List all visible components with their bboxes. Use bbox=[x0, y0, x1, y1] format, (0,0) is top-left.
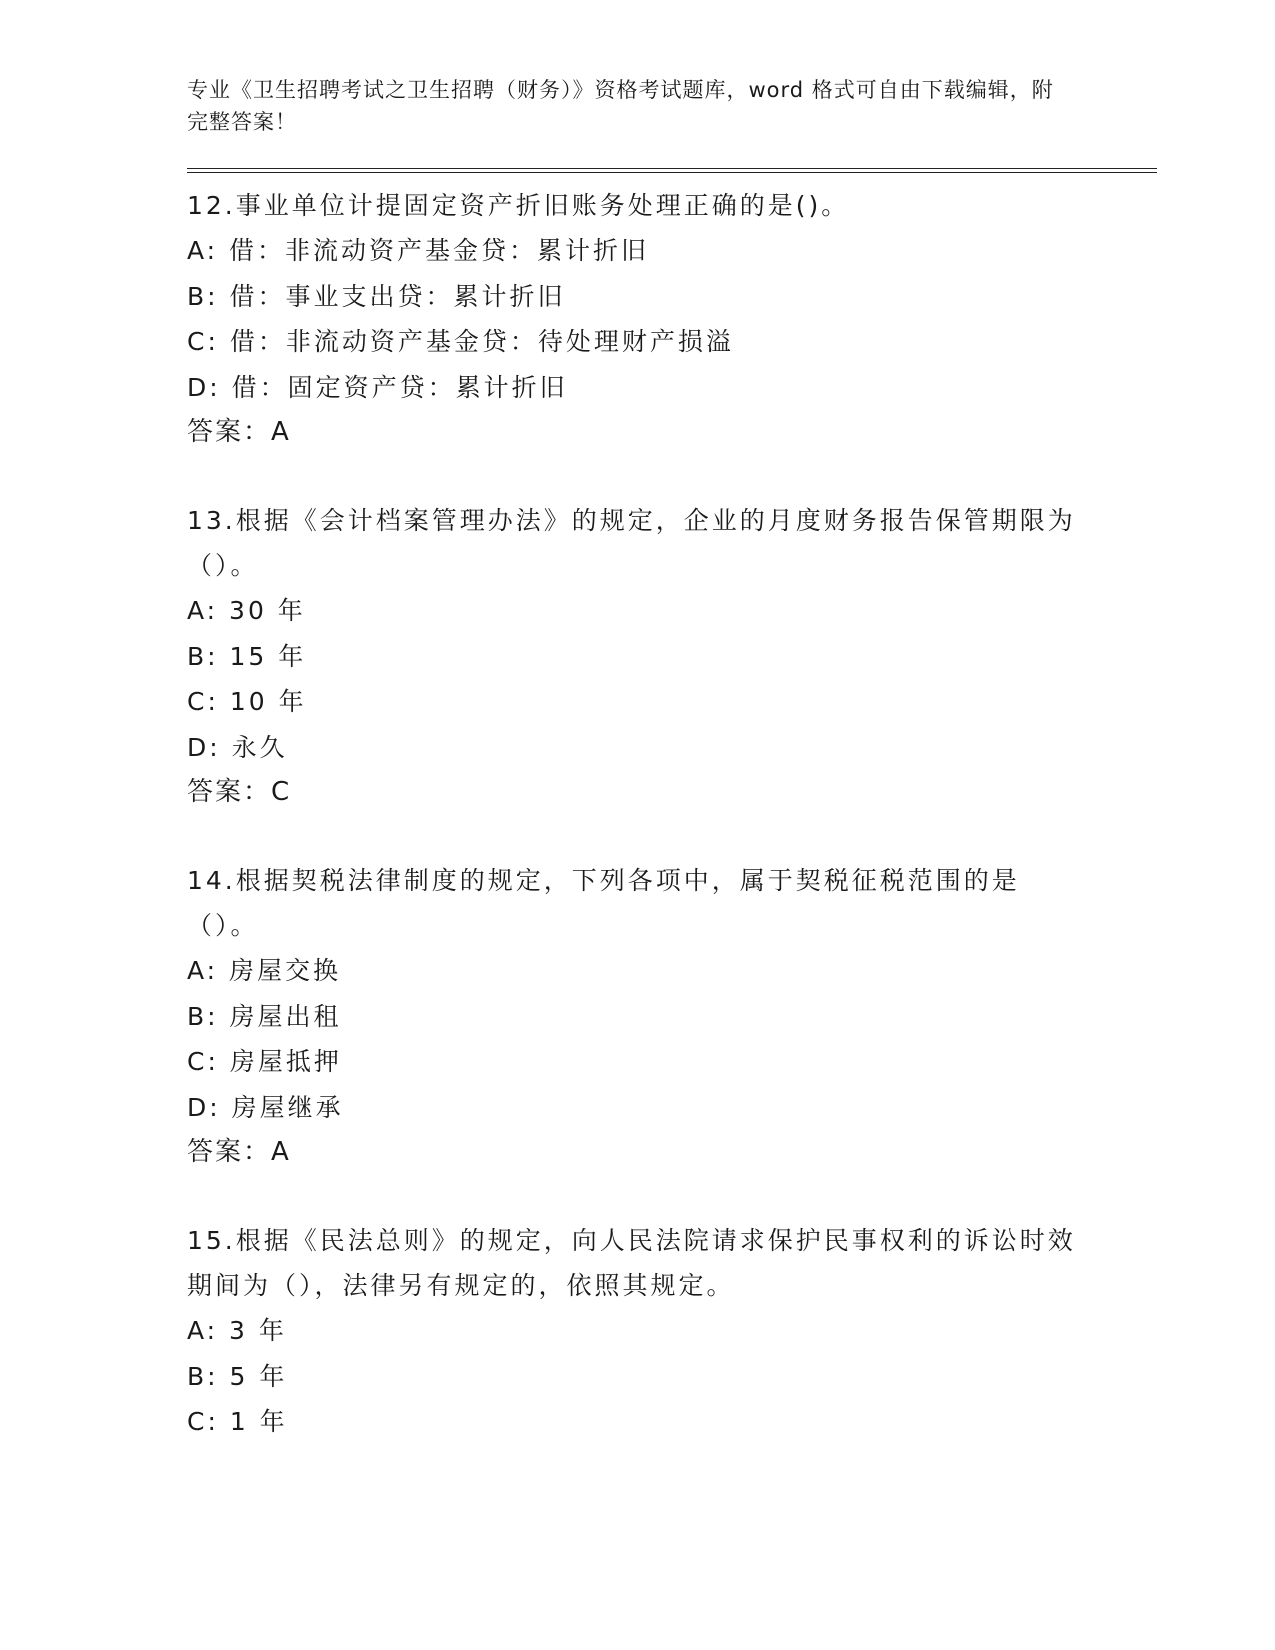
answer: 答案：A bbox=[187, 1137, 291, 1167]
option-c: C: 10 年 bbox=[187, 687, 307, 716]
question-15 bbox=[187, 1218, 1107, 1445]
header-divider bbox=[187, 168, 1157, 173]
option-a: A: 房屋交换 bbox=[187, 956, 342, 985]
option-b: B: 15 年 bbox=[187, 641, 307, 671]
option-a: A: 30 年 bbox=[187, 596, 306, 625]
option-b: B: 5 年 bbox=[187, 1361, 288, 1391]
option-c: C: 1 年 bbox=[187, 1407, 288, 1436]
option-a: A: 3 年 bbox=[187, 1316, 287, 1345]
question-14 bbox=[187, 858, 1107, 1175]
question-stem: 13.根据《会计档案管理办法》的规定，企业的月度财务报告保管期限为（）。 bbox=[187, 506, 1076, 580]
option-b: B: 借：事业支出贷：累计折旧 bbox=[187, 281, 566, 311]
option-d: D: 永久 bbox=[187, 732, 288, 762]
option-d: D: 房屋继承 bbox=[187, 1092, 344, 1122]
question-stem: 15.根据《民法总则》的规定，向人民法院请求保护民事权利的诉讼时效期间为（），法律另有规定的，依照其规定。 bbox=[187, 1226, 1076, 1300]
divider-line bbox=[187, 172, 1157, 173]
answer: 答案：C bbox=[187, 777, 292, 807]
document-header: 专业《卫生招聘考试之卫生招聘（财务）》资格考试题库，word 格式可自由下载编辑，附完整答案！ bbox=[187, 78, 1054, 134]
document-page bbox=[187, 74, 1107, 1445]
question-12 bbox=[187, 183, 1107, 455]
option-d: D: 借：固定资产贷：累计折旧 bbox=[187, 372, 568, 402]
option-b: B: 房屋出租 bbox=[187, 1001, 342, 1031]
option-c: C: 房屋抵押 bbox=[187, 1047, 342, 1076]
question-13 bbox=[187, 498, 1107, 815]
question-stem: 12.事业单位计提固定资产折旧账务处理正确的是()。 bbox=[187, 191, 850, 220]
question-stem: 14.根据契税法律制度的规定，下列各项中，属于契税征税范围的是（）。 bbox=[187, 866, 1020, 940]
option-c: C: 借：非流动资产基金贷：待处理财产损溢 bbox=[187, 327, 734, 356]
answer: 答案：A bbox=[187, 417, 291, 447]
divider-line bbox=[187, 168, 1157, 169]
option-a: A: 借：非流动资产基金贷：累计折旧 bbox=[187, 236, 650, 265]
